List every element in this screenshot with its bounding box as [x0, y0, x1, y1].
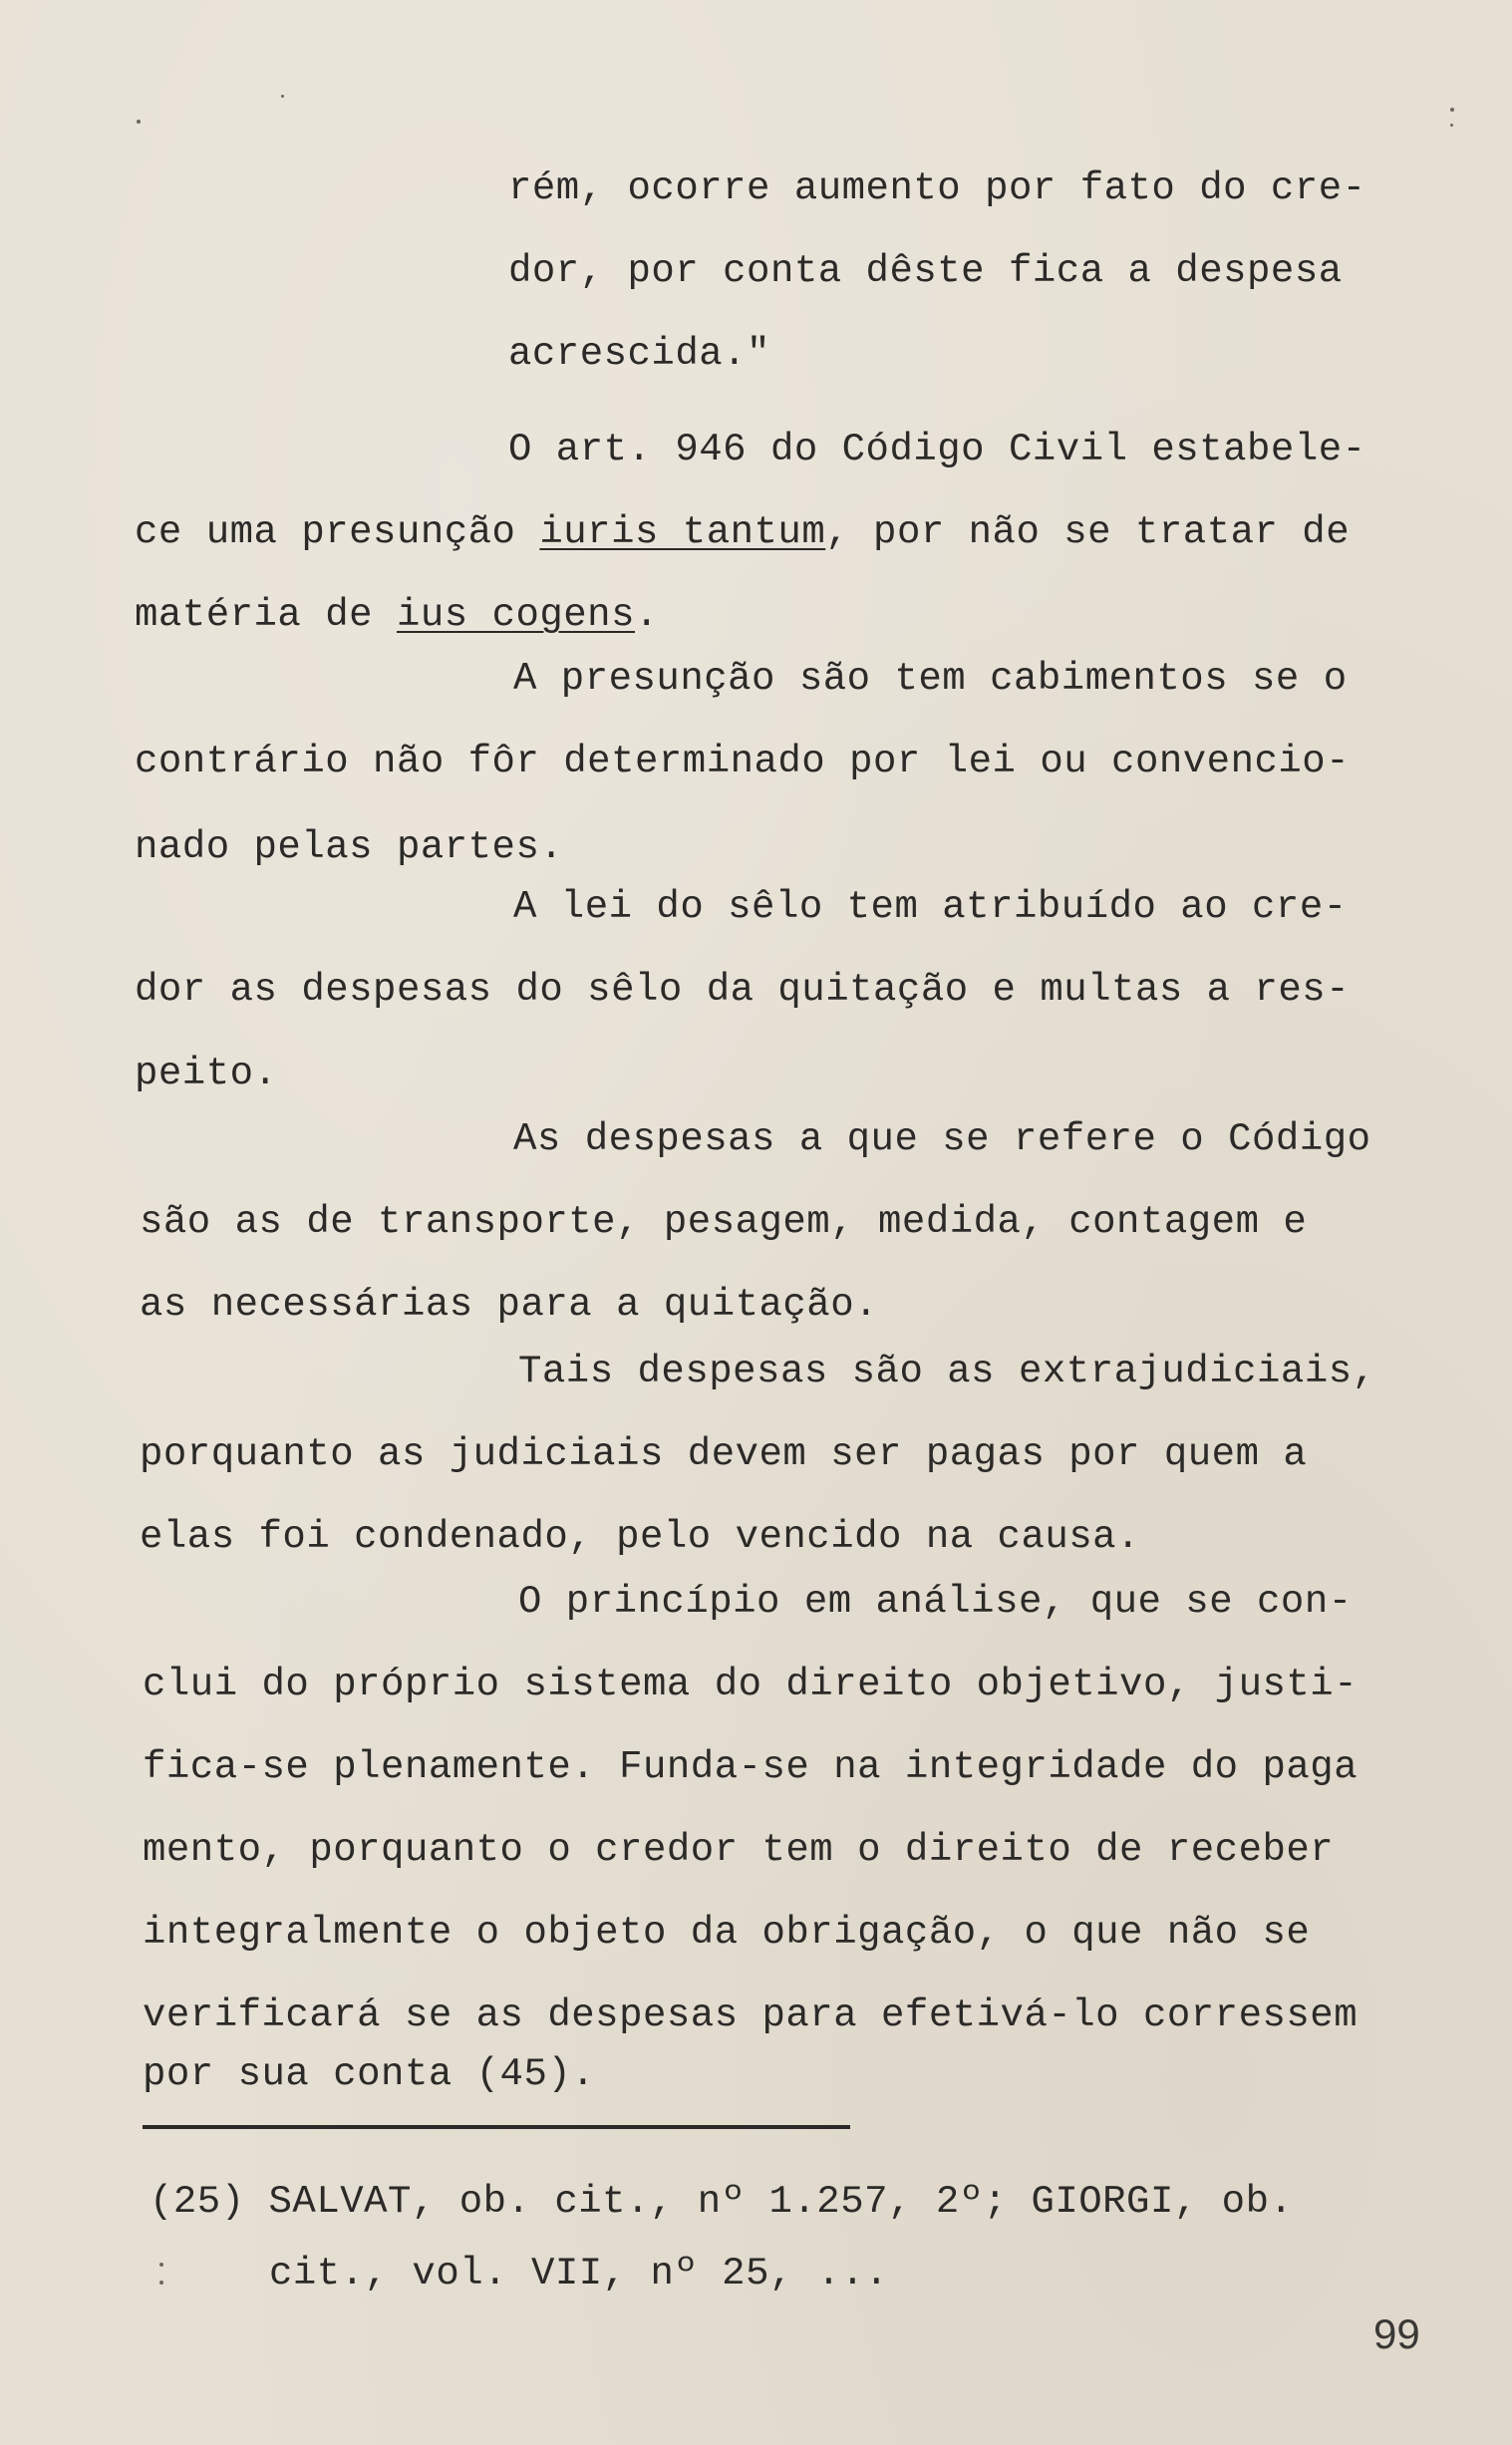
text-segment: , por não se tratar de	[825, 510, 1351, 554]
text-line: clui do próprio sistema do direito objetivo, justi-	[143, 1663, 1359, 1706]
page-number: 99	[1373, 2310, 1420, 2357]
footnote-divider	[143, 2125, 850, 2129]
text-line: verificará se as despesas para efetivá-lo corressem	[143, 1993, 1359, 2037]
text-line: fica-se plenamente. Funda-se na integridade do paga	[143, 1745, 1359, 1789]
paper-speck	[159, 2281, 163, 2285]
footnote-line: (25) SALVAT, ob. cit., nº 1.257, 2º; GIORGI, ob.	[150, 2180, 1294, 2224]
paper-speck	[1450, 108, 1454, 112]
underlined-term: ius cogens	[396, 593, 635, 637]
text-line: são as de transporte, pesagem, medida, contagem e	[140, 1200, 1308, 1244]
underlined-term: iuris tantum	[539, 510, 826, 554]
text-line: mento, porquanto o credor tem o direito de receber	[143, 1828, 1335, 1872]
text-line	[135, 510, 1351, 554]
text-line: A presunção são tem cabimentos se o	[513, 657, 1348, 701]
text-line: Tais despesas são as extrajudiciais,	[518, 1350, 1376, 1393]
paper-speck	[1450, 124, 1453, 127]
text-line: integralmente o objeto da obrigação, o que não se	[143, 1911, 1311, 1955]
paper-speck	[281, 95, 284, 98]
text-line: elas foi condenado, pelo vencido na causa.	[140, 1515, 1140, 1559]
text-segment: .	[635, 593, 659, 637]
text-line: As despesas a que se refere o Código	[513, 1117, 1371, 1161]
text-line: peito.	[135, 1052, 278, 1095]
text-line: por sua conta (45).	[143, 2052, 596, 2096]
text-line: contrário não fôr determinado por lei ou convencio-	[135, 740, 1351, 783]
footnote-line: cit., vol. VII, nº 25, ...	[269, 2252, 889, 2295]
paper-speck	[137, 120, 141, 124]
text-line: dor as despesas do sêlo da quitação e multas a res-	[135, 968, 1351, 1012]
text-line	[135, 593, 659, 637]
text-line: nado pelas partes.	[135, 825, 564, 869]
text-line: O princípio em análise, que se con-	[518, 1580, 1353, 1624]
text-line: dor, por conta dêste fica a despesa	[508, 249, 1343, 293]
text-line: acrescida."	[508, 332, 770, 376]
text-segment: ce uma presunção	[135, 510, 540, 554]
text-segment: matéria de	[135, 593, 397, 637]
text-line: A lei do sêlo tem atribuído ao cre-	[513, 885, 1348, 929]
text-line: O art. 946 do Código Civil estabele-	[508, 428, 1366, 471]
text-line: porquanto as judiciais devem ser pagas por quem a	[140, 1432, 1308, 1476]
paper-speck	[159, 2263, 163, 2267]
text-line: rém, ocorre aumento por fato do cre-	[508, 166, 1366, 210]
text-line: as necessárias para a quitação.	[140, 1283, 879, 1327]
